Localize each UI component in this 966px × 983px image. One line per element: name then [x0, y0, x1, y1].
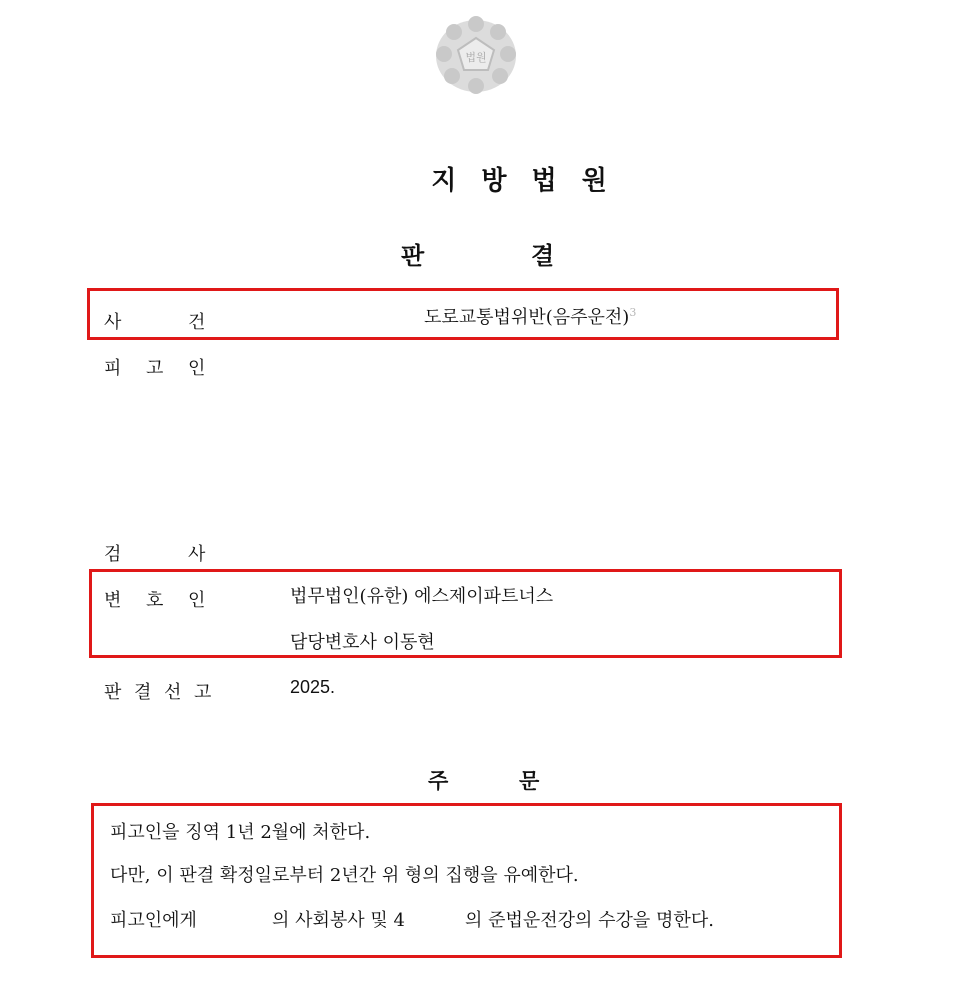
case-name: 도로교통법위반(음주운전): [424, 307, 630, 328]
verdict-date-label-char-3: 선: [164, 682, 184, 703]
order-line-3-mid: 의 사회봉사 및 4: [272, 910, 405, 931]
verdict-date-label-char-2: 결: [134, 682, 154, 703]
verdict-date-label-char-1: 판: [104, 682, 124, 703]
case-label-char-2: 건: [188, 312, 208, 333]
court-seal-logo: [430, 12, 522, 100]
defendant-label-char-2: 고: [146, 358, 166, 379]
case-number-faint: 3: [629, 306, 637, 319]
doc-title-char-1: 판: [401, 242, 425, 270]
order-line-1: 피고인을 징역 1년 2월에 처한다.: [110, 822, 371, 843]
order-title-char-1: 주: [428, 769, 449, 793]
doc-title-char-2: 결: [531, 242, 555, 270]
case-label-char-1: 사: [104, 312, 124, 333]
verdict-date-label-char-4: 고: [194, 682, 214, 703]
svg-text:법원: 법원: [465, 51, 487, 64]
order-line-3-start: 피고인에게: [110, 910, 197, 931]
counsel-attorney: 담당변호사 이동현: [290, 632, 435, 653]
verdict-date-value: 2025.: [290, 677, 336, 697]
defendant-label-char-3: 인: [188, 358, 208, 379]
order-line-2: 다만, 이 판결 확정일로부터 2년간 위 형의 집행을 유예한다.: [110, 865, 579, 886]
order-line-3-end: 의 준법운전강의 수강을 명한다.: [465, 910, 714, 931]
counsel-label-char-2: 호: [146, 590, 166, 611]
counsel-label-char-1: 변: [104, 590, 124, 611]
court-name: 지 방 법 원: [431, 166, 615, 196]
defendant-label-char-1: 피: [104, 358, 124, 379]
counsel-label-char-3: 인: [188, 590, 208, 611]
counsel-firm: 법무법인(유한) 에스제이파트너스: [290, 586, 554, 607]
prosecutor-label-char-1: 검: [104, 544, 124, 565]
case-value: [424, 303, 636, 329]
prosecutor-label-char-2: 사: [188, 544, 208, 565]
order-title-char-2: 문: [519, 769, 540, 793]
